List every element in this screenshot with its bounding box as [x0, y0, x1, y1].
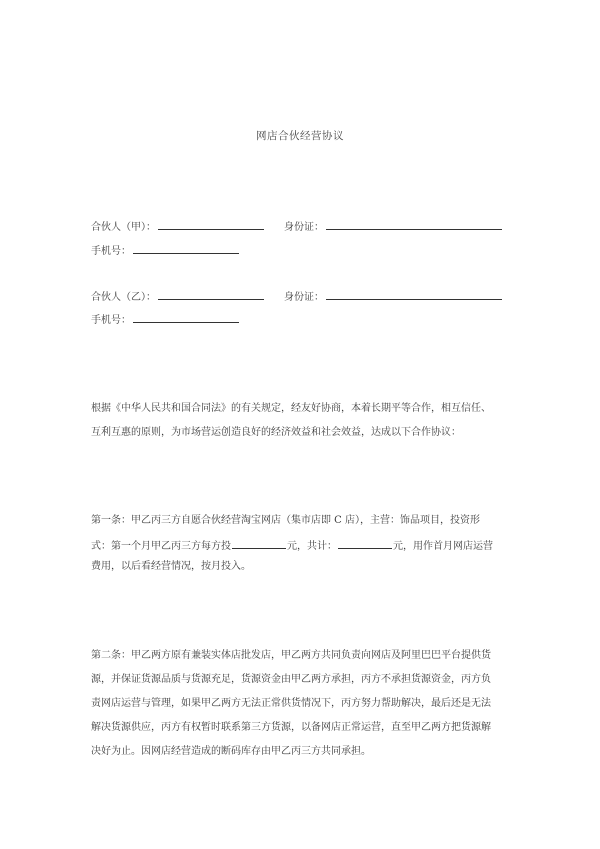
- article1-line: 第一条：甲乙丙三方自愿合伙经营淘宝网店（集市店即 C 店），主营：饰品项目，投资形: [91, 515, 481, 526]
- partner-b-name-blank[interactable]: [158, 288, 264, 300]
- article1-line: 费用，以后看经营情况，按月投入。: [91, 561, 251, 572]
- partner-a-row: [91, 218, 502, 235]
- article2-line: 决好为止。因网店经营造成的断码库存由甲乙丙三方共同承担。: [91, 746, 371, 757]
- partner-b-phone-row: [91, 311, 239, 328]
- partner-b-phone-blank[interactable]: [133, 311, 239, 323]
- partner-b-id-blank[interactable]: [326, 288, 502, 300]
- partner-a-phone-blank[interactable]: [133, 242, 239, 254]
- article2-line: 第二条：甲乙两方原有兼装实体店批发店，甲乙两方共同负责向网店及阿里巴巴平台提供货: [91, 650, 491, 661]
- article1-line2-b: 元，共计：: [287, 541, 337, 552]
- partner-a-id-blank[interactable]: [326, 218, 502, 230]
- partner-a-id-label: 身份证：: [284, 222, 324, 233]
- amount-per-party-blank[interactable]: [232, 537, 286, 549]
- article1-line: [91, 537, 493, 554]
- partner-a-phone-row: [91, 242, 239, 259]
- partner-a-phone-label: 手机号：: [91, 246, 131, 257]
- partner-b-row: [91, 288, 502, 305]
- amount-total-blank[interactable]: [338, 537, 392, 549]
- article1-line2-a: 式：第一个月甲乙丙三方每方投: [91, 541, 231, 552]
- preamble-line: 互利互惠的原则，为市场营运创造良好的经济效益和社会效益，达成以下合作协议：: [91, 427, 461, 438]
- partner-b-phone-label: 手机号：: [91, 315, 131, 326]
- partner-b-id-label: 身份证：: [284, 292, 324, 303]
- article2-line: 源，并保证货源品质与货源充足，货源资金由甲乙两方承担，丙方不承担货源资金，丙方负: [91, 674, 491, 685]
- article1-line2-c: 元，用作首月网店运营: [393, 541, 493, 552]
- partner-a-name-blank[interactable]: [158, 218, 264, 230]
- page-title: 网店合伙经营协议: [256, 130, 344, 142]
- partner-b-name-label: 合伙人（乙）：: [91, 292, 156, 303]
- preamble-line: 根据《中华人民共和国合同法》的有关规定，经友好协商，本着长期平等合作，相互信任、: [91, 403, 491, 414]
- partner-a-name-label: 合伙人（甲）：: [91, 222, 156, 233]
- article2-line: 责网店运营与管理，如果甲乙两方无法正常供货情况下，丙方努力帮助解决，最后还是无法: [91, 698, 491, 709]
- article2-line: 解决货源供应，丙方有权暂时联系第三方货源，以备网店正常运营，直至甲乙两方把货源解: [91, 722, 491, 733]
